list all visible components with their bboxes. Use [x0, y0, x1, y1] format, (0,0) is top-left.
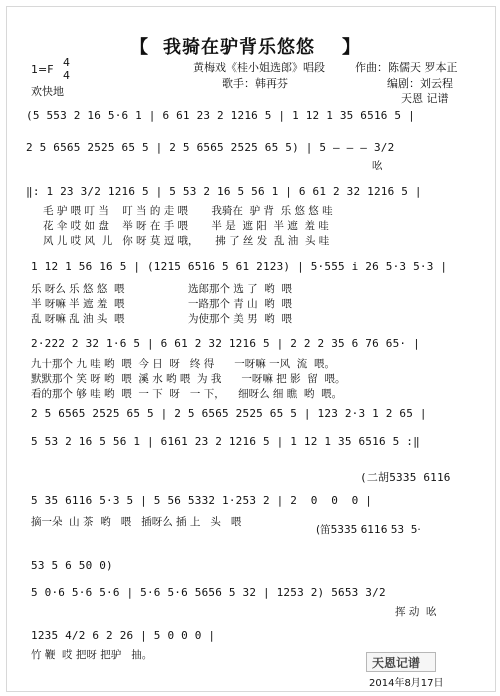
meter-bottom: 4: [63, 69, 70, 82]
singer-info: 歌手：韩再芬: [222, 77, 288, 90]
system-5-lyric-1: 九十那个 九 哇 哟 喂 今 日 呀 终 得 一呀嘛 一风 流 喂。: [31, 358, 335, 370]
system-2-lyric-3: 吆: [372, 160, 383, 172]
system-4-lyric-3: 乱 呀嘛 乱 油 头 喂 为使那个 美 男 哟 喂: [31, 313, 292, 325]
system-12-notation: 1235 4/2 6 2 26 | 5 0 0 0 |: [31, 629, 216, 642]
opera-info: 黄梅戏《桂小姐选郎》唱段: [193, 61, 325, 74]
system-3-lyric-3: 风 儿 哎 风 儿 你 呀 莫 逗 哦， 拂 了 丝 发 乱 油 头 哇: [43, 235, 330, 247]
system-3-lyric-1: 毛 驴 喂 叮 当 叮 当 的 走 喂 我骑在 驴 背 乐 悠 悠 哇: [43, 205, 333, 217]
system-9-lyric-2: (笛5335 6116 53 5·: [316, 524, 421, 536]
tempo-mark: 欢快地: [31, 85, 64, 98]
meter-top: 4: [63, 56, 70, 69]
system-10-notation: 53 5 6 50 0): [31, 559, 113, 572]
system-9-lyric-1: 摘一朵 山 茶 哟 喂 插呀么 插 上 头 喂: [31, 516, 242, 528]
system-9-notation: 5 35 6116 5·3 5 | 5 56 5332 1·253 2 | 2 0 0 0 |: [31, 494, 373, 507]
system-2-notation: 2 5 6565 2525 65 5 | 2 5 6565 2525 65 5) | 5 — — — 3/2: [26, 141, 395, 154]
system-7-notation: 5 53 2 16 5 56 1 | 6161 23 2 1216 5 | 1 12 1 35 6516 5 :‖: [31, 435, 420, 448]
system-12-lyric-1: 竹 鞭 哎 把呀 把驴 抽。: [31, 649, 153, 661]
system-11-notation: 5 0·6 5·6 5·6 | 5·6 5·6 5656 5 32 | 1253 2) 5653 3/2: [31, 586, 386, 599]
system-3-lyric-2: 花 伞 哎 如 盘 举 呀 在 手 喂 半 是 遮 阳 半 遮 羞 哇: [43, 220, 329, 232]
title-bracket-right: 】: [342, 37, 361, 58]
composer-info: 作曲：陈儒天 罗本正: [355, 61, 458, 74]
system-3-notation: ‖: 1 23 3/2 1216 5 | 5 53 2 16 5 56 1 | 6 61 2 32 1216 5 |: [26, 185, 422, 198]
system-8-notation: (二胡5335 6116: [360, 471, 451, 484]
system-6-notation: 2 5 6565 2525 65 5 | 2 5 6565 2525 65 5 | 123 2·3 1 2 65 |: [31, 407, 427, 420]
system-4-notation: 1 12 1 56 16 5 | (1215 6516 5 61 2123) | 5·555 i 26 5·3 5·3 |: [31, 260, 448, 273]
title-bracket-left: 【: [130, 37, 149, 58]
transcriber-info: 天恩 记谱: [401, 92, 449, 105]
key-signature: 1=F: [31, 63, 54, 76]
system-11-lyric-2: 挥 动 吆: [395, 606, 437, 618]
system-4-lyric-1: 乐 呀么 乐 悠 悠 喂 选郎那个 选 了 哟 喂: [31, 283, 292, 295]
arranger-info: 编剧：刘云程: [387, 77, 453, 90]
system-5-notation: 2·222 2 32 1·6 5 | 6 61 2 32 1216 5 | 2 2 2 35 6 76 65· |: [31, 337, 420, 350]
system-4-lyric-2: 半 呀嘛 半 遮 羞 喂 一路那个 青 山 哟 喂: [31, 298, 292, 310]
song-title: 我骑在驴背乐悠悠: [163, 37, 315, 58]
system-1-notation: (5 553 2 16 5·6 1 | 6 61 23 2 1216 5 | 1 12 1 35 6516 5 |: [26, 109, 415, 122]
seal-stamp: [366, 652, 436, 672]
date-text: 2014年8月17日: [369, 678, 444, 689]
seal-text: 天恩记谱: [372, 656, 421, 670]
system-5-lyric-3: 看的那个 够 哇 哟 喂 一 下 呀 一 下， 细呀么 细 瞧 哟 喂。: [31, 388, 343, 400]
system-5-lyric-2: 默默那个 笑 呀 哟 喂 溪 水 哟 喂 为 我 一呀嘛 把 影 留 喂。: [31, 373, 346, 385]
